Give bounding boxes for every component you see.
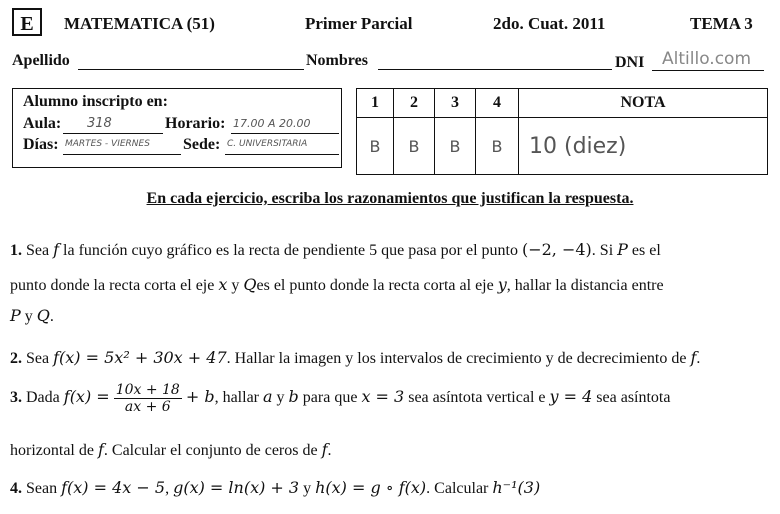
grades-table bbox=[356, 88, 768, 175]
nombres-label: Nombres bbox=[306, 52, 368, 69]
q3-text: para que bbox=[302, 389, 358, 407]
grade-value-nota: 10 (diez) bbox=[519, 118, 768, 175]
aula-field[interactable] bbox=[63, 115, 163, 134]
q3-fraction bbox=[114, 382, 182, 415]
q1-text: y bbox=[24, 308, 33, 325]
instructions bbox=[0, 190, 780, 208]
question-3-line-2 bbox=[10, 440, 332, 460]
dni-field[interactable] bbox=[652, 48, 764, 71]
q3-fraction-numerator: 10x + 18 bbox=[115, 382, 180, 398]
q3-math: f(x) = bbox=[63, 387, 110, 407]
q4-math: g(x) = ln(x) + 3 bbox=[173, 478, 300, 497]
q3-math: x = 3 bbox=[361, 387, 405, 407]
q2-text: Sea bbox=[26, 350, 50, 367]
q1-math: f bbox=[53, 240, 60, 259]
dias-value: MARTES - VIERNES bbox=[65, 139, 150, 149]
question-2 bbox=[10, 348, 700, 368]
q3-math: y = 4 bbox=[549, 387, 593, 407]
question-3-line-1 bbox=[10, 382, 670, 415]
q1-math: P bbox=[10, 306, 21, 325]
q2-text: . Hallar la imagen y los intervalos de crecimiento y de decrecimiento de bbox=[226, 350, 687, 367]
instructions-text: En cada ejercicio, escriba los razonamientos que justifican la respuesta. bbox=[146, 190, 634, 207]
q4-text: . Calcular bbox=[426, 480, 489, 497]
grade-value-4: B bbox=[476, 118, 519, 175]
q1-text: la función cuyo gráfico es la recta de pendiente 5 que pasa por el punto bbox=[63, 242, 518, 259]
question-3-number: 3. bbox=[10, 389, 22, 407]
q3-math: + b bbox=[185, 387, 215, 407]
q4-math: h⁻¹(3) bbox=[492, 478, 541, 497]
q4-text: y bbox=[303, 480, 312, 497]
grade-header-1: 1 bbox=[357, 89, 394, 118]
q3-math: b bbox=[288, 387, 299, 407]
q1-math: Q bbox=[243, 275, 257, 294]
question-2-number: 2. bbox=[10, 350, 22, 367]
tema-letter-box: E bbox=[12, 8, 42, 36]
q3-text: sea asíntota bbox=[596, 389, 671, 407]
question-1-number: 1. bbox=[10, 242, 22, 259]
aula-label: Aula: bbox=[23, 115, 62, 132]
q2-math: f bbox=[690, 348, 697, 367]
q1-math: y bbox=[497, 275, 507, 294]
q1-text: punto donde la recta corta el eje bbox=[10, 277, 215, 294]
q1-text: Sea bbox=[26, 242, 50, 259]
q3-text: , hallar bbox=[214, 389, 259, 407]
sede-field[interactable] bbox=[225, 136, 339, 155]
sede-label: Sede: bbox=[183, 136, 221, 153]
exam-title: Primer Parcial bbox=[305, 14, 413, 33]
q1-text: , hallar la distancia entre bbox=[506, 277, 664, 294]
q3-text: horizontal de bbox=[10, 442, 94, 459]
grade-value-1: B bbox=[357, 118, 394, 175]
q3-text: Dada bbox=[26, 389, 60, 407]
dias-field[interactable] bbox=[63, 136, 181, 155]
horario-label: Horario: bbox=[165, 115, 226, 132]
q3-math: a bbox=[263, 387, 273, 407]
q1-math: P bbox=[617, 240, 628, 259]
aula-value: 318 bbox=[87, 116, 112, 131]
grade-header-nota: NOTA bbox=[519, 89, 768, 118]
q4-math: h(x) = g ∘ f(x) bbox=[315, 478, 427, 497]
q1-text: . bbox=[49, 308, 54, 325]
q3-math: f bbox=[321, 440, 328, 459]
q3-text: . bbox=[327, 442, 332, 459]
question-4-number: 4. bbox=[10, 480, 22, 497]
course-title: MATEMATICA (51) bbox=[64, 14, 215, 33]
question-1-line-3 bbox=[10, 306, 54, 326]
grade-value-2: B bbox=[394, 118, 435, 175]
dni-value: Altillo.com bbox=[662, 49, 752, 69]
q1-math: Q bbox=[36, 306, 50, 325]
sede-value: C. UNIVERSITARIA bbox=[227, 139, 308, 149]
nombres-field[interactable] bbox=[378, 52, 612, 70]
horario-field[interactable] bbox=[231, 115, 339, 134]
term-label: 2do. Cuat. 2011 bbox=[493, 14, 606, 33]
apellido-label: Apellido bbox=[12, 52, 70, 69]
q3-fraction-denominator: ax + 6 bbox=[124, 399, 171, 415]
q1-text: y bbox=[231, 277, 240, 294]
grade-header-4: 4 bbox=[476, 89, 519, 118]
question-4 bbox=[10, 478, 540, 498]
q1-text: es el bbox=[631, 242, 661, 259]
q2-math: f(x) = 5x² + 30x + 47 bbox=[53, 348, 227, 367]
question-1-line-1 bbox=[10, 240, 661, 260]
q3-text: sea asíntota vertical e bbox=[408, 389, 546, 407]
q4-text: , bbox=[165, 480, 170, 497]
question-1-line-2 bbox=[10, 275, 664, 295]
grade-header-3: 3 bbox=[435, 89, 476, 118]
q4-text: Sean bbox=[26, 480, 58, 497]
grade-value-3: B bbox=[435, 118, 476, 175]
q3-text: y bbox=[276, 389, 285, 407]
dni-label: DNI bbox=[615, 54, 645, 71]
q1-math: x bbox=[218, 275, 228, 294]
q1-math: (−2, −4) bbox=[521, 240, 592, 259]
student-box-title: Alumno inscripto en: bbox=[23, 93, 168, 110]
q4-math: f(x) = 4x − 5 bbox=[61, 478, 166, 497]
tema-label: TEMA 3 bbox=[690, 14, 753, 33]
student-info-box bbox=[12, 88, 342, 168]
dias-label: Días: bbox=[23, 136, 59, 153]
horario-value: 17.00 A 20.00 bbox=[233, 117, 311, 130]
apellido-field[interactable] bbox=[78, 52, 304, 70]
q1-text: es el punto donde la recta corta al eje bbox=[256, 277, 494, 294]
q3-math: f bbox=[97, 440, 104, 459]
q2-text: . bbox=[696, 350, 701, 367]
q1-text: . Si bbox=[591, 242, 614, 259]
grade-header-2: 2 bbox=[394, 89, 435, 118]
q3-text: . Calcular el conjunto de ceros de bbox=[103, 442, 318, 459]
